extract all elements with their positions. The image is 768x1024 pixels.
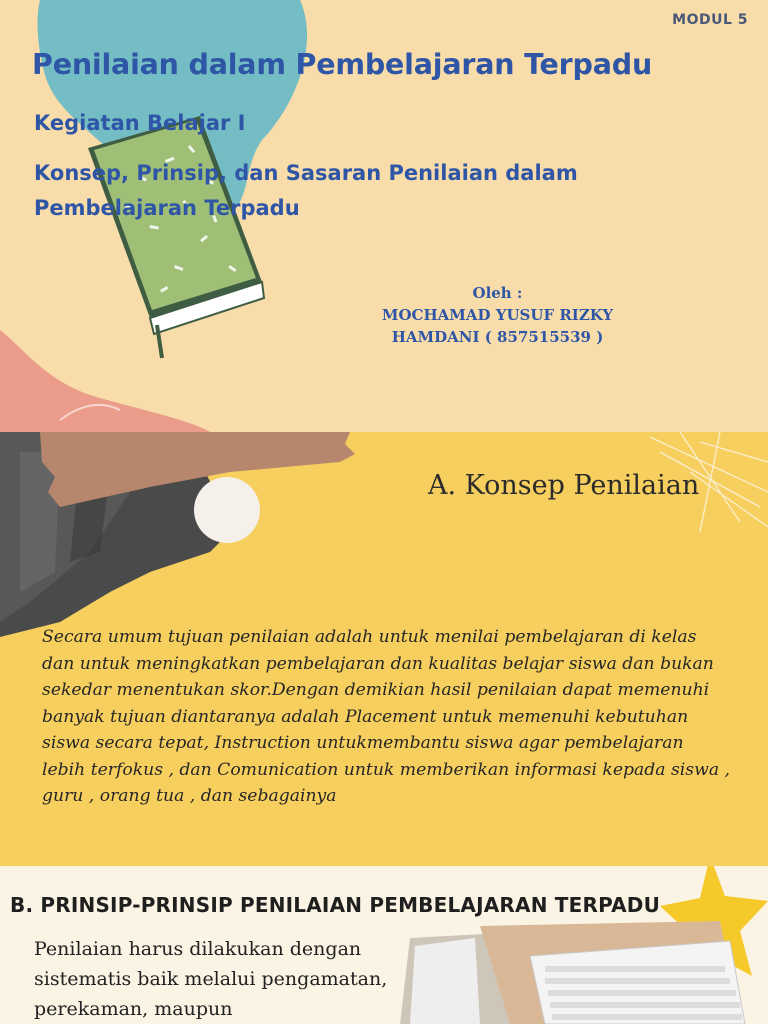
section-title: A. Konsep Penilaian: [428, 470, 700, 501]
author-block: [345, 282, 650, 348]
author-name: MOCHAMAD YUSUF RIZKY: [381, 306, 614, 324]
section-body: Penilaian harus dilakukan dengan sistematis baik melalui pengamatan, perekaman, maupun: [34, 938, 388, 1020]
pink-blob-shape: [0, 330, 210, 432]
module-label: MODUL 5: [672, 12, 748, 28]
author-prefix: Oleh :: [472, 284, 523, 302]
slide-konsep: [0, 432, 768, 866]
section-body: Secara umum tujuan penilaian adalah untuk menilai pembelajaran di kelas dan untuk meningkatkan pembelajaran dan kualitas belajar siswa dan bukan sekedar menentukan skor.Dengan demikian hasil penilaian dapat memenuhi banyak tujuan diantaranya adalah Placement untuk memenuhi kebutuhan siswa secara tepat, Instruction untukmembantu siswa agar pembelajaran lebih terfokus , dan Comunication untuk memberikan informasi kepada siswa , guru , orang tua , dan sebagainya: [42, 627, 731, 806]
activity-subtitle: Konsep, Prinsip, dan Sasaran Penilaian dalam Pembelajaran Terpadu: [34, 161, 578, 220]
page-title: Penilaian dalam Pembelajaran Terpadu: [32, 48, 653, 81]
author-name-id: HAMDANI ( 857515539 ): [391, 328, 604, 346]
section-title: B. PRINSIP-PRINSIP PENILAIAN PEMBELAJARAN TERPADU: [10, 893, 661, 917]
slide-title: [0, 0, 768, 432]
slide-prinsip: [0, 866, 768, 1024]
white-circle-shape: [194, 477, 260, 543]
keyboard-photo: [400, 921, 745, 1024]
activity-label: Kegiatan Belajar I: [34, 111, 246, 135]
